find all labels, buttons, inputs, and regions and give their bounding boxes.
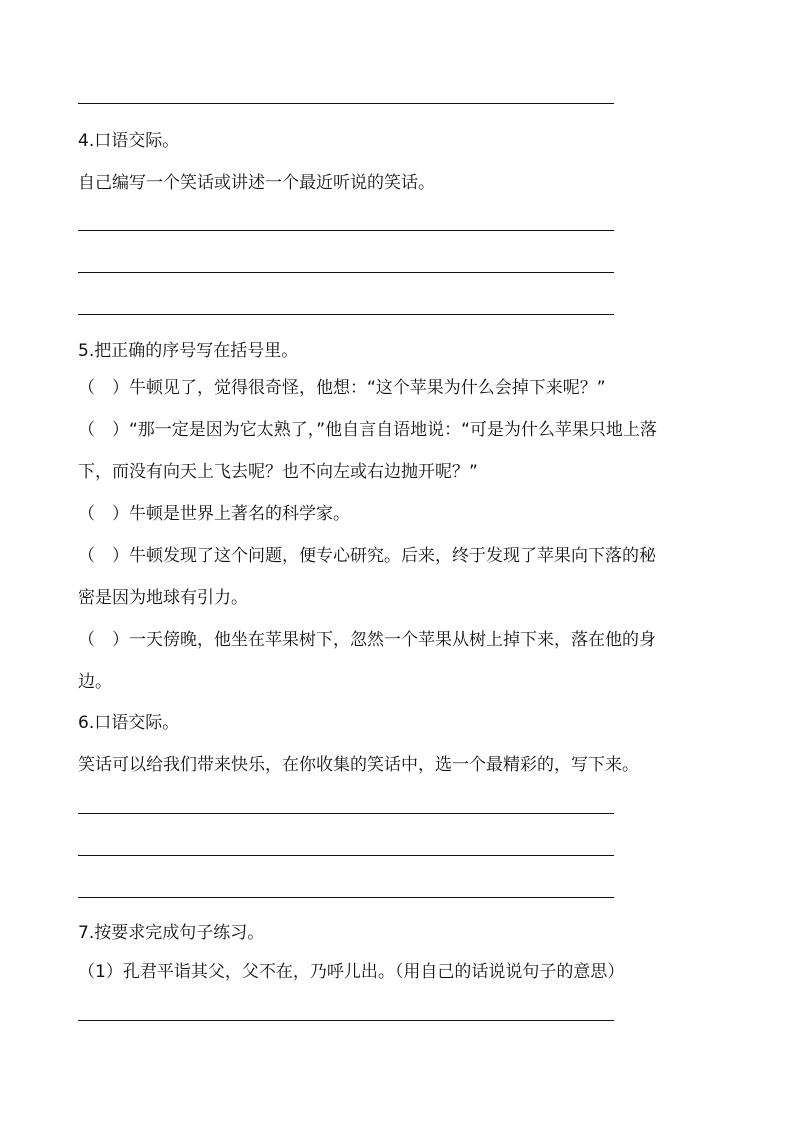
- question-5-title: 5.把正确的序号写在括号里。: [78, 341, 299, 361]
- question-5-item: （ ）一天傍晚，他坐在苹果树下，忽然一个苹果从树上掉下来，落在他的身: [78, 630, 656, 650]
- question-7-title: 7.按要求完成句子练习。: [78, 923, 265, 943]
- question-5-item-cont: 密是因为地球有引力。: [78, 588, 248, 608]
- question-5-item: （ ）牛顿见了，觉得很奇怪，他想：“这个苹果为什么会掉下来呢？”: [78, 378, 606, 398]
- answer-line: [78, 855, 614, 856]
- answer-line: [78, 272, 614, 273]
- question-5-item-cont: 下，而没有向天上飞去呢？也不向左或右边抛开呢？”: [78, 462, 478, 482]
- answer-line: [78, 314, 614, 315]
- answer-line: [78, 897, 614, 898]
- question-5-item: （ ）牛顿是世界上著名的科学家。: [78, 504, 350, 524]
- question-4-prompt: 自己编写一个笑话或讲述一个最近听说的笑话。: [78, 173, 435, 193]
- question-5-item-cont: 边。: [78, 672, 112, 692]
- question-5-item: （ ）牛顿发现了这个问题，便专心研究。后来，终于发现了苹果向下落的秘: [78, 546, 656, 566]
- answer-line: [78, 1020, 614, 1021]
- answer-line: [78, 230, 614, 231]
- question-6-title: 6.口语交际。: [78, 713, 180, 733]
- answer-line: [78, 813, 614, 814]
- question-5-item: （ ）“那一定是因为它太熟了，”他自言自语地说：“可是为什么苹果只地上落: [78, 420, 657, 440]
- question-4-title: 4.口语交际。: [78, 131, 180, 151]
- answer-line: [78, 103, 614, 104]
- question-6-prompt: 笑话可以给我们带来快乐，在你收集的笑话中，选一个最精彩的，写下来。: [78, 755, 639, 775]
- question-7-sub1: （1）孔君平诣其父，父不在，乃呼儿出。（用自己的话说说句子的意思）: [78, 962, 625, 982]
